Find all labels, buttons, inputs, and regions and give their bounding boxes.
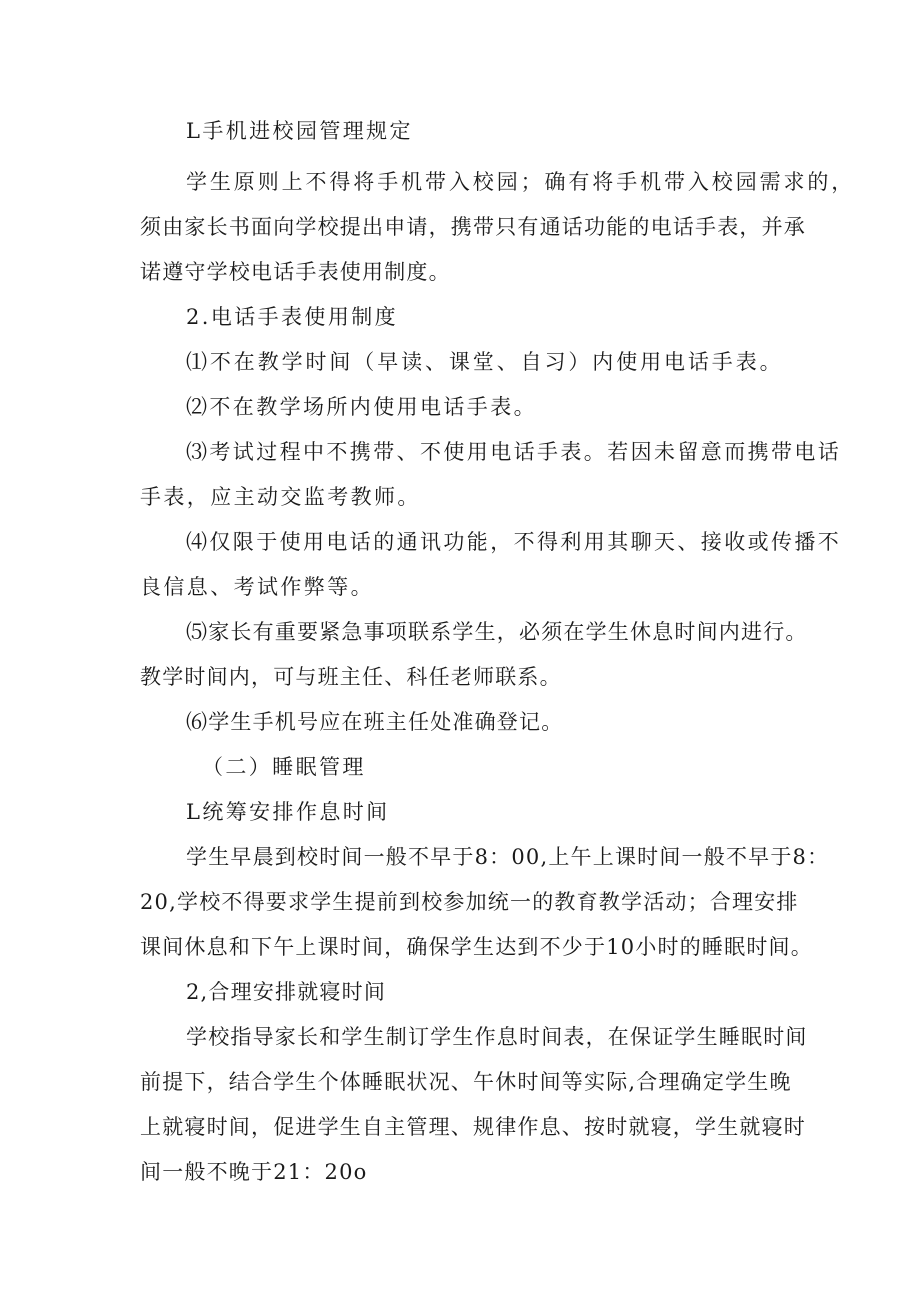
paragraph-line: 学生原则上不得将手机带入校园；确有将手机带入校园需求的， [186, 170, 856, 194]
rule-item-4: ⑷仅限于使用电话的通讯功能，不得利用其聊天、接收或传播不 [186, 530, 842, 554]
paragraph-line: 诺遵守学校电话手表使用制度。 [140, 260, 451, 284]
paragraph-line: 须由家长书面向学校提出申请，携带只有通话功能的电话手表，并承 [140, 215, 806, 239]
paragraph-line: 上就寝时间，促进学生自主管理、规律作息、按时就寝，学生就寝时 [140, 1115, 806, 1139]
rule-item-3-cont: 手表，应主动交监考教师。 [140, 485, 421, 509]
section-title-sleep: （二）睡眠管理 [202, 755, 366, 779]
rule-item-4-cont: 良信息、考试作弊等。 [140, 575, 374, 599]
heading-bedtime: 2,合理安排就寝时间 [186, 980, 387, 1004]
heading-watch-rules: 2.电话手表使用制度 [186, 305, 399, 329]
rule-item-5-cont: 教学时间内，可与班主任、科任老师联系。 [140, 665, 562, 689]
rule-item-3: ⑶考试过程中不携带、不使用电话手表。若因未留意而携带电话 [186, 440, 842, 464]
paragraph-line: 课间休息和下午上课时间，确保学生达到不少于10小时的睡眠时间。 [140, 935, 813, 959]
paragraph-line: 20,学校不得要求学生提前到校参加统一的教育教学活动；合理安排 [140, 890, 799, 914]
paragraph-line: 学校指导家长和学生制订学生作息时间表，在保证学生睡眠时间 [186, 1025, 808, 1049]
heading-phone-rules: L手机进校园管理规定 [186, 119, 413, 143]
rule-item-5: ⑸家长有重要紧急事项联系学生，必须在学生休息时间内进行。 [186, 620, 808, 644]
paragraph-line: 间一般不晚于21：20o [140, 1160, 368, 1184]
paragraph-line: 前提下，结合学生个体睡眠状况、午休时间等实际,合理确定学生晚 [140, 1070, 792, 1094]
rule-item-6: ⑹学生手机号应在班主任处准确登记。 [186, 710, 564, 734]
rule-item-2: ⑵不在教学场所内使用电话手表。 [186, 395, 537, 419]
heading-schedule: L统筹安排作息时间 [186, 800, 390, 824]
rule-item-1: ⑴不在教学时间（早读、课堂、自习）内使用电话手表。 [186, 350, 784, 374]
paragraph-line: 学生早晨到校时间一般不早于8：00,上午上课时间一般不早于8： [186, 845, 830, 869]
